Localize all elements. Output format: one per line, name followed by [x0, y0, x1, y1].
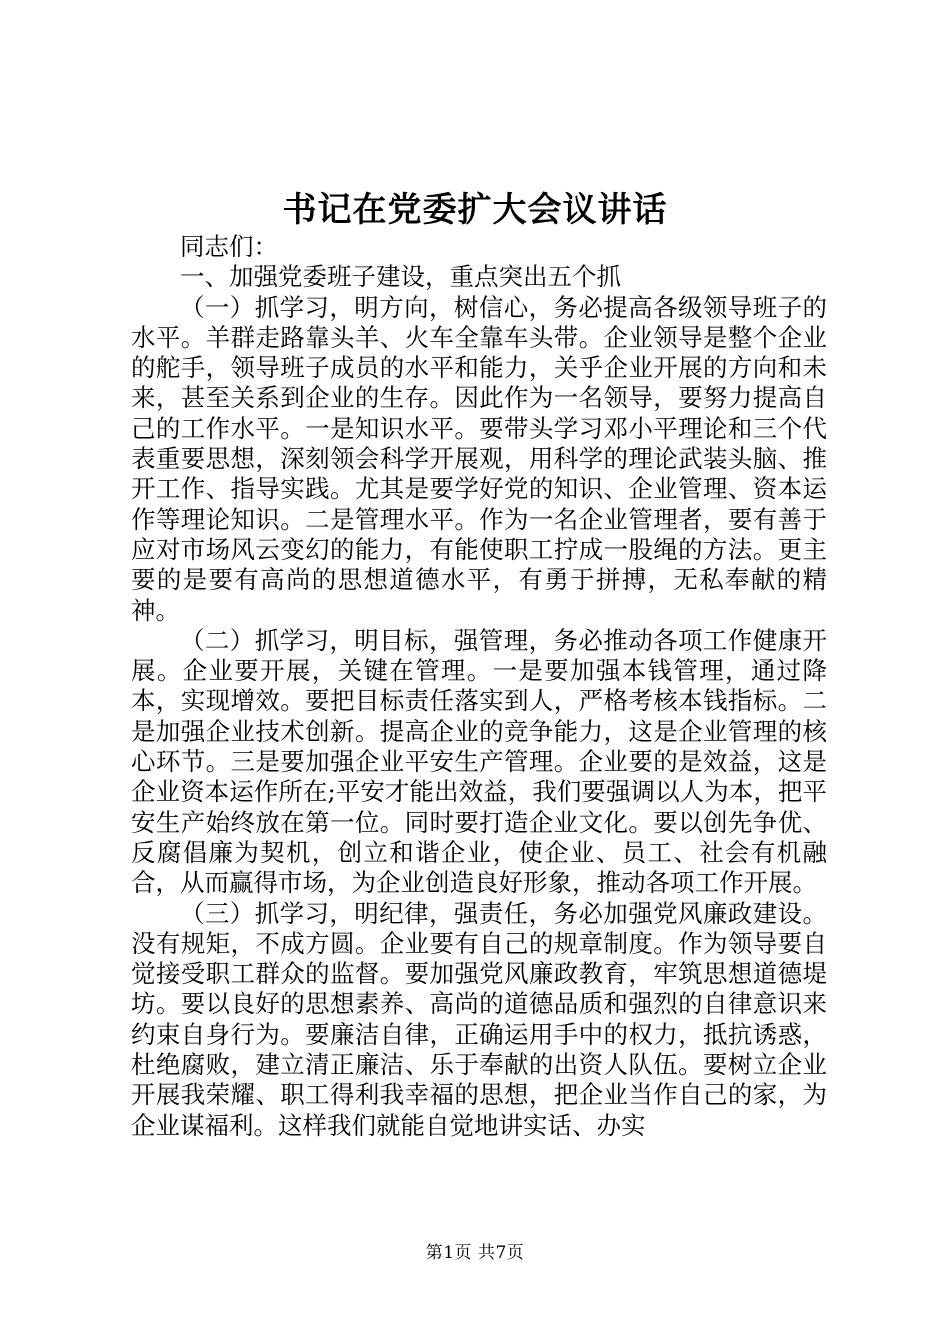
section-heading: 一、加强党委班子建设，重点突出五个抓: [180, 262, 621, 292]
paragraph-3: （三）抓学习，明纪律，强责任，务必加强党风廉政建设。没有规矩，不成方圆。企业要有自己的规章制度。作为领导要自觉接受职工群众的监督。要加强党风廉政教育，牢筑思想道德堤坊。要以良好的思想素养、高尚的道德品质和强烈的自律意识来约束自身行为。要廉洁自律，正确运用手中的权力，抵抗诱惑，杜绝腐败，建立清正廉洁、乐于奉献的出资人队伍。要树立企业开展我荣耀、职工得利我幸福的思想，把企业当作自己的家，为企业谋福利。这样我们就能自觉地讲实话、办实: [131, 898, 827, 1140]
paragraph-2: （二）抓学习，明目标，强管理，务必推动各项工作健康开展。企业要开展，关键在管理。一是要加强本钱管理，通过降本，实现增效。要把目标责任落实到人，严格考核本钱指标。二是加强企业技术创新。提高企业的竞争能力，这是企业管理的核心环节。三是要加强企业平安生产管理。企业要的是效益，这是企业资本运作所在;平安才能出效益，我们要强调以人为本，把平安生产始终放在第一位。同时要打造企业文化。要以创先争优、反腐倡廉为契机，创立和谐企业，使企业、员工、社会有机融合，从而赢得市场，为企业创造良好形象，推动各项工作开展。: [131, 625, 827, 898]
document-body: [131, 232, 827, 1141]
document-title: 书记在党委扩大会议讲话: [282, 190, 668, 230]
page-number-footer: 第1页 共7页: [425, 1243, 525, 1263]
paragraph-1: （一）抓学习，明方向，树信心，务必提高各级领导班子的水平。羊群走路靠头羊、火车全靠车头带。企业领导是整个企业的舵手，领导班子成员的水平和能力，关乎企业开展的方向和未来，甚至关系到企业的生存。因此作为一名领导，要努力提高自己的工作水平。一是知识水平。要带头学习邓小平理论和三个代表重要思想，深刻领会科学开展观，用科学的理论武装头脑、推开工作、指导实践。尤其是要学好党的知识、企业管理、资本运作等理论知识。二是管理水平。作为一名企业管理者，要有善于应对市场风云变幻的能力，有能使职工拧成一股绳的方法。更主要的是要有高尚的思想道德水平，有勇于拼搏，无私奉献的精神。: [131, 292, 827, 625]
greeting: 同志们：: [180, 232, 278, 261]
